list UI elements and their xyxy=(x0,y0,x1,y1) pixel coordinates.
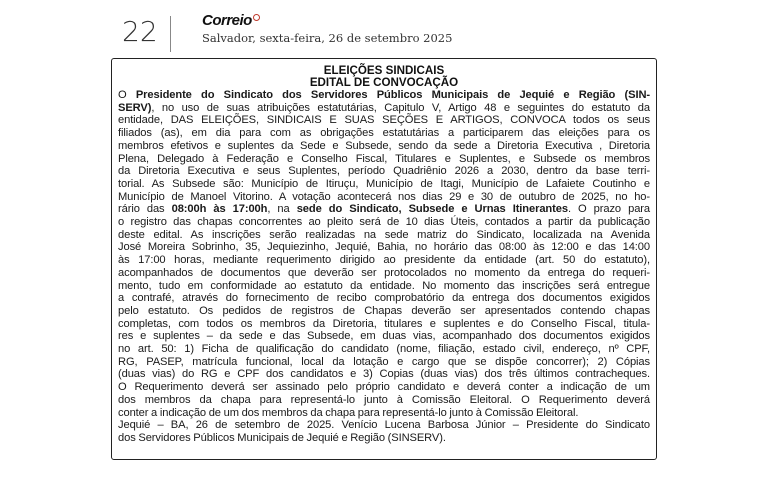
notice-line xyxy=(118,216,650,229)
notice-line xyxy=(118,292,650,305)
notice-subtitle: EDITAL DE CONVOCAÇÃO xyxy=(309,76,459,89)
notice-text: Município de Manoel Vitorino. A votação acontecerá nos dias 29 e 30 de outubro de 2025, no ho- xyxy=(118,190,650,203)
brand-logo-icon xyxy=(253,14,260,21)
notice-line xyxy=(118,267,650,280)
notice-text: (duas vias) do RG e CPF dos candidatos e 3) Copias (duas vias) dos três últimos contracheques. xyxy=(118,368,650,381)
notice-line xyxy=(118,178,650,191)
notice-text: dos Servidores Públicos Municipais de Jequié e Região (SINSERV). xyxy=(118,431,446,444)
dateline: Salvador, sexta-feira, 26 de setembro 2025 xyxy=(202,31,453,45)
notice-text: a contrafé, através do fornecimento de recibo comprobatório da entrega dos documentos exigidos xyxy=(118,292,650,305)
notice-line xyxy=(118,381,650,394)
notice-text: res e suplentes – da sede e das Subsede, em duas vias, acompanhado dos documentos exigidos xyxy=(118,330,650,343)
notice-text: filiados (as), em dia para com as obrigações estatutárias a participarem das eleições para os xyxy=(118,127,650,140)
notice-text: pelo estatuto. Os pedidos de registros de Chapas deverão ser apresentados contendo chapas xyxy=(118,304,650,317)
page-header xyxy=(118,12,638,52)
notice-line xyxy=(118,229,650,242)
notice-line xyxy=(118,305,650,318)
notice-line xyxy=(118,368,650,381)
notice-text: Jequié – BA, 26 de setembro de 2025. Venício Lucena Barbosa Júnior – Presidente do Sindicato xyxy=(118,419,650,432)
notice-bold-text: 08:00h às 17:00h xyxy=(171,203,268,216)
notice-bold-text: Presidente do Sindicato dos Servidores Públicos Municipais de Jequié e Região (SIN- xyxy=(135,89,650,101)
notice-text: dos membros da chapa para representá-lo junto à Comissão Eleitoral. O Requerimento deverá xyxy=(118,393,650,406)
notice-line xyxy=(118,127,650,140)
notice-line xyxy=(118,153,650,166)
notice-text: entidade, DAS ELEIÇÕES, SINDICAIS E SUAS SEÇÕES E ARTIGOS, CONVOCA todos os seus xyxy=(118,114,650,127)
notice-line xyxy=(118,241,650,254)
notice-line xyxy=(118,114,650,127)
notice-text: membros efetivos e suplentes da Sede e Subsede, sendo da sede a Diretoria Executiva , Diretoria xyxy=(118,139,650,152)
notice-text: RG, PASEP, matrícula funcional, local da lotação e cargo que se dispõe concorrer); 2) Cópias xyxy=(118,355,650,368)
notice-line xyxy=(118,280,650,293)
notice-text: da Diretoria Executiva e seus Suplentes, período Quadriênio 2026 a 2030, dentro da base terri- xyxy=(118,165,650,178)
notice-text: rário das xyxy=(118,203,172,216)
notice-line xyxy=(118,140,650,153)
notice-text: . O prazo para xyxy=(567,203,651,216)
page-number: 22 xyxy=(122,15,158,48)
notice-line xyxy=(118,318,650,331)
notice-line xyxy=(118,254,650,267)
notice-text: conter a indicação de um dos membros da chapa para representá-lo junto à Comissão Eleitoral. xyxy=(118,406,579,419)
notice-line xyxy=(118,165,650,178)
notice-line xyxy=(118,419,650,432)
notice-text: O Requerimento deverá ser assinado pelo próprio candidato e deverá conter a indicação de um xyxy=(118,381,650,394)
newspaper-brand xyxy=(202,12,260,29)
election-notice-box xyxy=(111,58,657,460)
brand-name: Correio xyxy=(202,12,252,29)
notice-text: completas, com todos os membros da Diretoria, titulares e suplentes e do Conselho Fiscal, titula- xyxy=(118,317,650,330)
notice-text: torial. As Subsede são: Município de Itiruçu, Município de Itagi, Município de Lafaiete Coutinho e xyxy=(118,177,650,190)
notice-text: acompanhados de documentos que deverão ser protocolados no momento da entrega do requeri- xyxy=(118,266,650,279)
notice-body xyxy=(118,89,650,445)
notice-line xyxy=(118,356,650,369)
notice-line xyxy=(118,407,650,420)
notice-text: Plena, Delegado à Federação e Conselho Fiscal, Titulares e Suplentes, e Subsede os membros xyxy=(118,152,650,165)
notice-text: José Moreira Sobrinho, 35, Jequiezinho, Jequié, Bahia, no horário das 08:00 às 12:00 e das 14:00 xyxy=(118,241,650,254)
notice-line xyxy=(118,432,650,445)
notice-line xyxy=(118,394,650,407)
notice-text: às 17:00 horas, mediante requerimento dirigido ao presidente da entidade (art. 50 do estatuto), xyxy=(118,254,650,267)
notice-bold-text: sede do Sindicato, Subsede e Urnas Itinerantes xyxy=(296,203,568,216)
header-divider xyxy=(170,16,171,52)
notice-text: no art. 50: 1) Ficha de qualificação do candidato (nome, filiação, estado civil, endereço, nº CPF, xyxy=(118,343,650,356)
notice-text: O xyxy=(118,89,136,101)
notice-line xyxy=(118,191,650,204)
notice-text: , na xyxy=(267,203,297,216)
notice-text: , no uso de suas atribuições estatutárias, Capitulo V, Artigo 48 e seguintes do estatuto da xyxy=(151,101,650,114)
notice-line xyxy=(118,330,650,343)
notice-line xyxy=(118,343,650,356)
notice-line xyxy=(118,102,650,115)
notice-text: o registro das chapas concorrentes ao pleito será de 10 dias Úteis, contados a partir da publicação xyxy=(118,216,650,229)
notice-line xyxy=(118,203,650,216)
notice-title: ELEIÇÕES SINDICAIS xyxy=(323,64,445,77)
notice-text: mento, tudo em conformidade ao estatuto da entidade. No momento das inscrições será entregue xyxy=(118,279,650,292)
notice-bold-text: SERV) xyxy=(118,101,152,114)
notice-line xyxy=(118,89,650,102)
notice-text: deste edital. As inscrições serão realizadas na sede matriz do Sindicato, localizada na Avenida xyxy=(118,228,650,241)
